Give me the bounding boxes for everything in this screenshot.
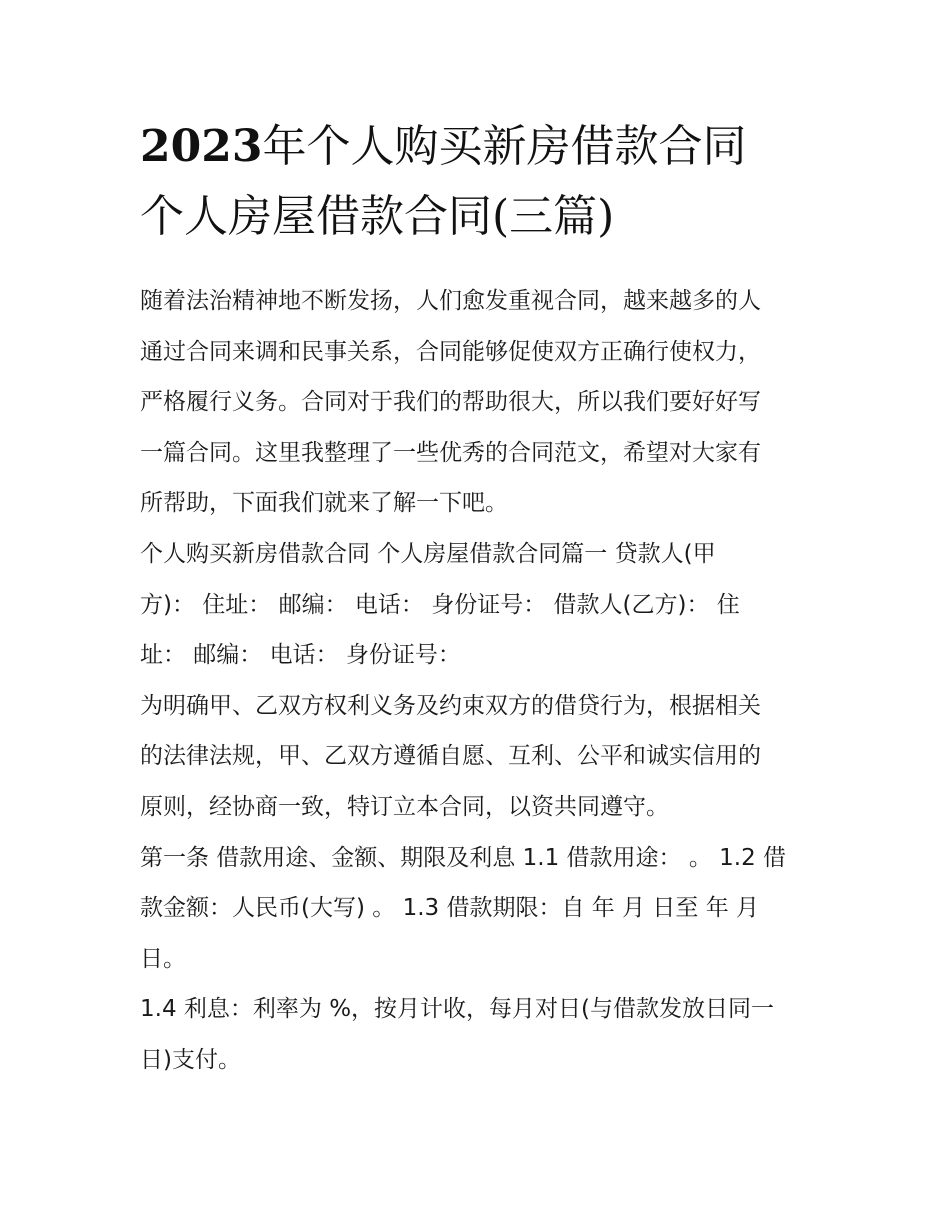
body-line: 址： 邮编： 电话： 身份证号： (140, 642, 461, 669)
body-line: 所帮助，下面我们就来了解一下吧。 (140, 490, 508, 517)
body-line: 的法律法规，甲、乙双方遵循自愿、互利、公平和诚实信用的 (140, 743, 761, 770)
title-line-1 (140, 112, 830, 182)
body-line: 方)： 住址： 邮编： 电话： 身份证号： 借款人(乙方)： 住 (140, 591, 740, 618)
title-year: 2023 (140, 121, 263, 172)
body-line: 随着法治精神地不断发扬，人们愈发重视合同，越来越多的人 (140, 288, 761, 314)
body-line: 第一条 借款用途、金额、期限及利息 1.1 借款用途： 。 1.2 借 (140, 844, 787, 871)
body-line: 个人购买新房借款合同 个人房屋借款合同篇一 贷款人(甲 (140, 540, 716, 567)
title-line-1-rest: 年个人购买新房借款合同 (262, 121, 747, 172)
body-line: 日。 (140, 945, 186, 972)
body-line: 严格履行义务。合同对于我们的帮助很大，所以我们要好好写 (140, 389, 761, 416)
title-line-2: 个人房屋借款合同(三篇) (140, 191, 615, 242)
document-body (140, 276, 830, 1086)
body-line: 原则，经协商一致，特订立本合同，以资共同遵守。 (140, 793, 669, 820)
body-line: 一篇合同。这里我整理了一些优秀的合同范文，希望对大家有 (140, 439, 761, 466)
body-line: 日)支付。 (140, 1046, 241, 1073)
body-line: 款金额：人民币(大写) 。 1.3 借款期限：自 年 月 日至 年 月 (140, 895, 760, 922)
body-line: 1.4 利息：利率为 %，按月计收，每月对日(与借款发放日同一 (140, 996, 775, 1023)
document-title (140, 112, 830, 252)
body-line: 通过合同来调和民事关系，合同能够促使双方正确行使权力， (140, 338, 761, 365)
body-line: 为明确甲、乙双方权利义务及约束双方的借贷行为，根据相关 (140, 692, 761, 719)
